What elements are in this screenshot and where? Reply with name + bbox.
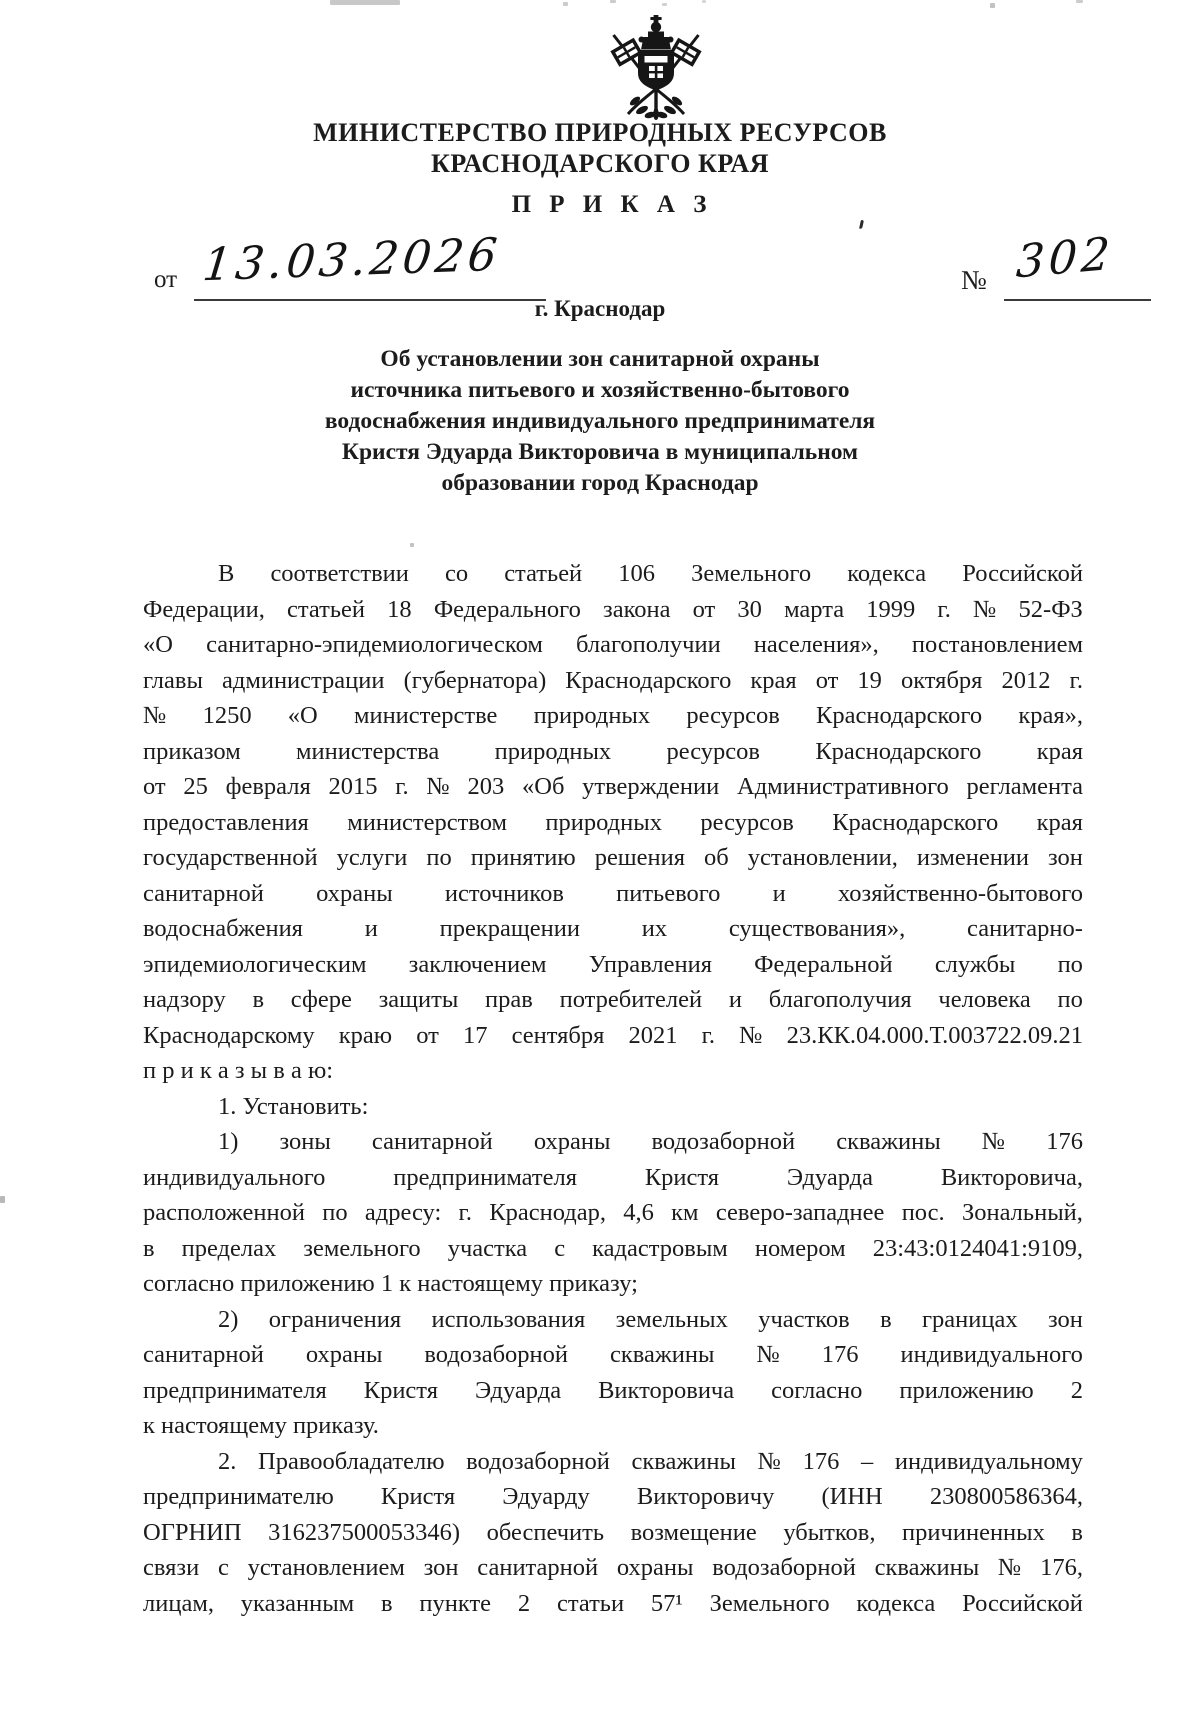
handwritten-date: 13.03.2026	[200, 227, 504, 292]
scan-artifact	[610, 0, 616, 3]
scan-artifact	[0, 1196, 5, 1203]
number-label: №	[961, 265, 987, 295]
body-line: 1) зоны санитарной охраны водозаборной скважины № 176	[218, 1128, 1083, 1155]
subject-line: источника питьевого и хозяйственно-бытового	[350, 377, 850, 403]
body-line: предпринимателя Кристя Эдуарда Викторовича согласно приложению 2	[143, 1376, 1083, 1404]
scan-artifact	[563, 2, 568, 6]
scan-artifact	[662, 3, 667, 6]
body-line: к настоящему приказу.	[143, 1412, 379, 1439]
date-label: от	[154, 266, 178, 293]
ministry-name-line1: МИНИСТЕРСТВО ПРИРОДНЫХ РЕСУРСОВ	[313, 118, 887, 147]
krasnodar-krai-coat-of-arms-icon	[608, 14, 704, 122]
body-line: от 25 февраля 2015 г. № 203 «Об утверждении Административного регламента	[143, 773, 1083, 800]
body-line: надзору в сфере защиты прав потребителей и благополучия человека по	[143, 986, 1083, 1013]
body-line: индивидуального предпринимателя Кристя Эдуарда Викторовича,	[143, 1163, 1083, 1191]
body-line: 2. Правообладателю водозаборной скважины № 176 – индивидуальному	[218, 1447, 1083, 1475]
body-line: санитарной охраны источников питьевого и хозяйственно-бытового	[143, 879, 1083, 907]
handwritten-number: 302	[1014, 226, 1116, 289]
body-line: лицам, указанным в пункте 2 статьи 57¹ Земельного кодекса Российской	[143, 1589, 1083, 1617]
body-line: «О санитарно-эпидемиологическом благополучии населения», постановлением	[143, 631, 1083, 658]
scan-artifact	[702, 0, 706, 3]
scan-artifact	[410, 543, 414, 547]
body-line: связи с установлением зон санитарной охраны водозаборной скважины № 176,	[143, 1554, 1083, 1581]
body-line: п р и к а з ы в а ю:	[143, 1057, 334, 1084]
ministry-name	[0, 117, 1200, 179]
scan-artifact	[1076, 0, 1083, 3]
subject-line: водоснабжения индивидуального предпринимателя	[324, 408, 876, 434]
body-line: водоснабжения и прекращении их существования», санитарно-	[143, 915, 1083, 942]
body-line: ОГРНИП 316237500053346) обеспечить возмещение убытков, причиненных в	[143, 1518, 1083, 1546]
subject-line: образовании город Краснодар	[441, 470, 759, 496]
body-line: В соответствии со статьей 106 Земельного кодекса Российской	[218, 560, 1083, 587]
subject-line: Об установлении зон санитарной охраны	[380, 346, 820, 372]
city-line: г. Краснодар	[534, 296, 666, 321]
body-line: санитарной охраны водозаборной скважины № 176 индивидуального	[143, 1341, 1083, 1368]
body-line: государственной услуги по принятию решения об установлении, изменении зон	[143, 844, 1083, 871]
body-line: Краснодарскому краю от 17 сентября 2021 г. № 23.КК.04.000.Т.003722.09.21	[143, 1021, 1083, 1049]
document-subject	[0, 344, 1200, 499]
subject-line: Кристя Эдуарда Викторовича в муниципальном	[341, 439, 859, 465]
ministry-name-line2: КРАСНОДАРСКОГО КРАЯ	[431, 149, 769, 178]
body-line: расположенной по адресу: г. Краснодар, 4,6 км северо-западнее пос. Зональный,	[143, 1199, 1083, 1226]
body-lines	[143, 556, 1083, 1621]
scan-artifact	[990, 3, 995, 8]
body-line: 1. Установить:	[218, 1092, 369, 1120]
scan-artifact	[330, 0, 400, 5]
body-line: предпринимателю Кристя Эдуарду Викторовичу (ИНН 230800586364,	[143, 1483, 1083, 1510]
body-line: в пределах земельного участка с кадастровым номером 23:43:0124041:9109,	[143, 1234, 1083, 1262]
body-line: Федерации, статьей 18 Федерального закона от 30 марта 1999 г. № 52-ФЗ	[143, 595, 1083, 623]
body-line: согласно приложению 1 к настоящему приказу;	[143, 1270, 638, 1297]
body-line: главы администрации (губернатора) Краснодарского края от 19 октября 2012 г.	[143, 666, 1083, 694]
document-type-title: П Р И К А З	[511, 191, 713, 218]
body-line: 2) ограничения использования земельных участков в границах зон	[218, 1305, 1083, 1333]
body-line: № 1250 «О министерстве природных ресурсов Краснодарского края»,	[143, 702, 1083, 729]
body-line: эпидемиологическим заключением Управления Федеральной службы по	[143, 950, 1083, 978]
scan-artifact	[859, 220, 864, 229]
body-line: предоставления министерством природных ресурсов Краснодарского края	[143, 808, 1083, 836]
body-line: приказом министерства природных ресурсов Краснодарского края	[143, 737, 1083, 765]
